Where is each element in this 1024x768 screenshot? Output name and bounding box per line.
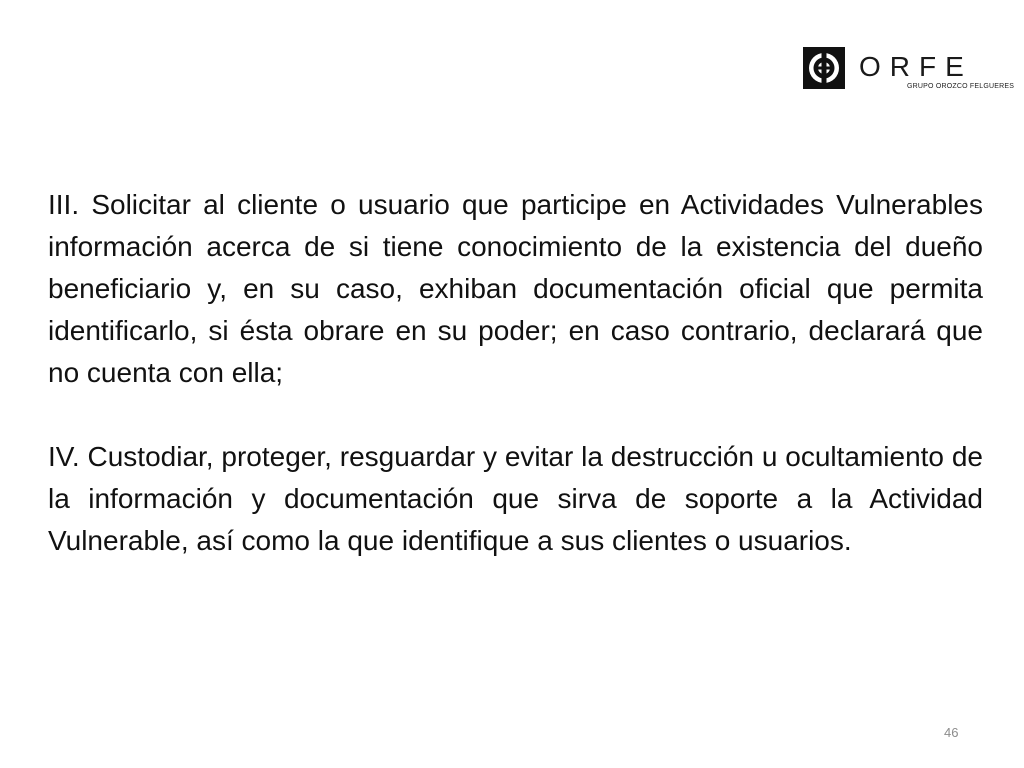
page-number: 46 <box>944 725 959 740</box>
paragraph-iv: IV. Custodiar, proteger, resguardar y evitar la destrucción u ocultamiento de la información y documentación que sirva de soporte a la Actividad Vulnerable, así como la que identifique a sus clientes o usuarios. <box>48 441 983 556</box>
slide-body <box>48 184 983 562</box>
logo-wordmark: ORFE <box>859 51 973 82</box>
orfe-logo <box>803 47 1015 95</box>
logo-subtitle: GRUPO OROZCO FELGUERES <box>907 83 1015 90</box>
paragraph-iii: III. Solicitar al cliente o usuario que participe en Actividades Vulnerables información acerca de si tiene conocimiento de la existencia del dueño beneficiario y, en su caso, exhiban documentación oficial que permita identificarlo, si ésta obrare en su poder; en caso contrario, declarará que no cuenta con ella; <box>48 189 983 388</box>
orfe-logo-icon <box>803 47 845 89</box>
